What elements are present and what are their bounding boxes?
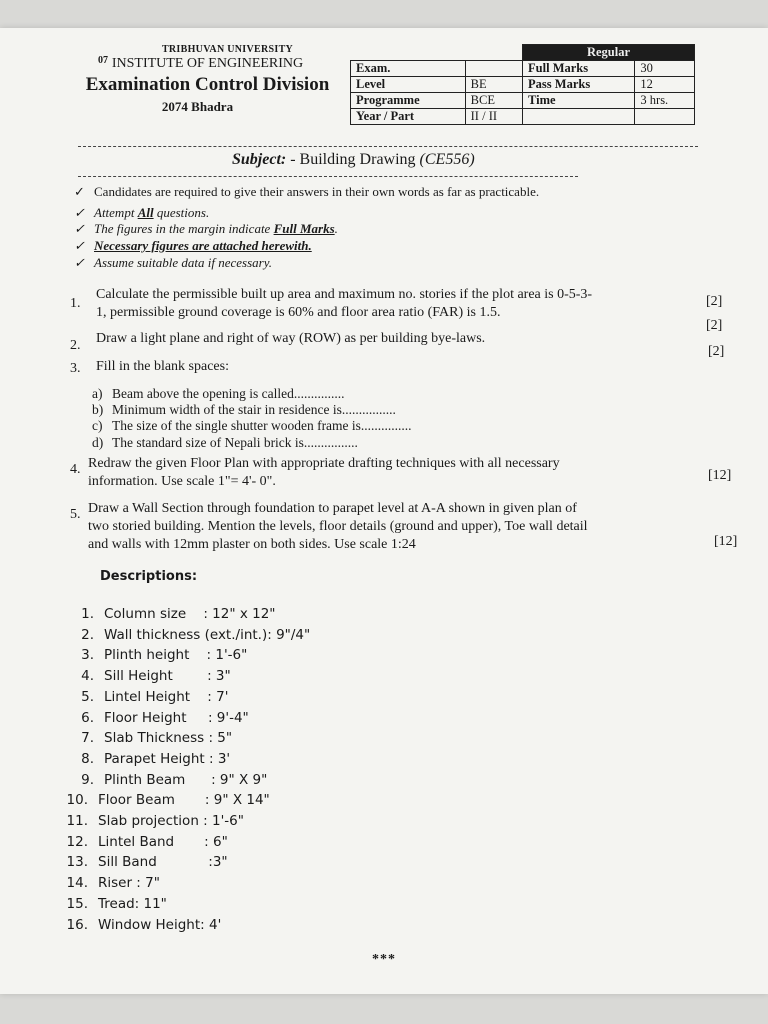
item-number: 1.	[81, 606, 94, 622]
item-number: 2.	[81, 626, 94, 643]
item-number: 8.	[81, 750, 94, 767]
question-text: Draw a Wall Section through foundation to parapet level at A-A shown in given plan of	[88, 501, 577, 516]
table-row	[351, 77, 695, 93]
instruction-text: The figures in the margin indicate	[94, 221, 274, 236]
description-item	[66, 668, 231, 684]
item-text: Minimum width of the stair in residence is................	[112, 402, 396, 417]
description-item	[60, 792, 270, 808]
question-number: 2.	[70, 338, 81, 353]
item-text: Window Height: 4'	[98, 916, 222, 933]
table-cell: II / II	[465, 109, 522, 125]
subject-label: Subject:	[232, 151, 287, 168]
university-name: TRIBHUVAN UNIVERSITY	[161, 44, 294, 55]
exam-session: 2074 Bhadra	[161, 99, 234, 114]
table-row	[351, 61, 695, 77]
item-text: Beam above the opening is called...............	[112, 386, 345, 401]
fill-blank-item	[92, 418, 412, 434]
question-marks: [2]	[706, 318, 723, 333]
divider	[78, 176, 578, 177]
table-cell: Pass Marks	[523, 77, 635, 93]
table-cell: 12	[635, 77, 695, 93]
description-item	[66, 751, 230, 767]
item-number: 16.	[66, 916, 88, 933]
item-letter: a)	[92, 386, 103, 401]
item-letter: b)	[92, 402, 104, 417]
item-text: Floor Height : 9'-4"	[104, 709, 249, 726]
description-item	[60, 896, 167, 912]
table-cell	[465, 61, 522, 77]
table-cell: Exam.	[351, 61, 466, 77]
instruction-emphasis: Necessary figures are attached herewith.	[94, 238, 312, 253]
exam-info-table	[350, 44, 695, 125]
instruction-text: .	[334, 221, 338, 236]
question-marks: [12]	[714, 534, 738, 549]
question-marks: [12]	[708, 468, 732, 483]
item-number: 6.	[81, 709, 94, 726]
item-text: Sill Height : 3"	[104, 668, 231, 685]
question-3	[96, 358, 229, 376]
item-number: 12.	[66, 833, 88, 850]
item-number: 15.	[66, 895, 88, 912]
exam-header	[70, 44, 345, 115]
description-item	[66, 627, 310, 643]
item-text: Plinth height : 1'-6"	[104, 647, 248, 664]
question-text: two storied building. Mention the levels, floor details (ground and upper), Toe wall detail	[88, 519, 588, 534]
table-cell: Full Marks	[523, 61, 635, 77]
fill-blank-item	[92, 386, 344, 402]
description-item	[60, 813, 244, 829]
table-cell	[635, 109, 695, 125]
item-letter: c)	[92, 418, 103, 433]
regular-label: Regular	[523, 45, 695, 61]
question-number: 1.	[70, 296, 81, 311]
divider	[78, 146, 698, 147]
question-text: Fill in the blank spaces:	[96, 359, 229, 374]
question-1	[96, 286, 592, 322]
item-text: Lintel Band : 6"	[98, 833, 228, 850]
instruction-item	[74, 184, 539, 200]
question-text: Redraw the given Floor Plan with appropriate drafting techniques with all necessary	[88, 456, 560, 471]
instruction-text: Candidates are required to give their answers in their own words as far as practicable.	[94, 184, 540, 199]
item-text: Riser : 7"	[98, 875, 160, 892]
description-item	[66, 772, 267, 788]
paper-code: 07	[98, 55, 108, 66]
instruction-emphasis: Full Marks	[273, 221, 335, 236]
item-number: 13.	[66, 854, 88, 871]
question-5	[88, 500, 588, 554]
description-item	[60, 834, 228, 850]
item-number: 5.	[81, 688, 94, 705]
table-cell: BCE	[465, 93, 522, 109]
item-letter: d)	[92, 435, 104, 450]
check-icon: ✓	[74, 238, 85, 253]
table-cell: 30	[635, 61, 695, 77]
instruction-text: questions.	[153, 205, 210, 220]
item-number: 7.	[81, 730, 94, 747]
question-text: Calculate the permissible built up area and maximum no. stories if the plot area is 0-5-3-	[96, 287, 593, 302]
descriptions-heading: Descriptions:	[100, 569, 198, 584]
question-text: Draw a light plane and right of way (ROW) as per building bye-laws.	[96, 331, 486, 346]
question-4	[88, 455, 560, 491]
item-text: Plinth Beam : 9" X 9"	[104, 771, 268, 788]
description-item	[60, 854, 228, 870]
question-text: and walls with 12mm plaster on both sides. Use scale 1:24	[88, 537, 416, 552]
instruction-text: Assume suitable data if necessary.	[94, 255, 273, 270]
question-text: information. Use scale 1"= 4'- 0".	[88, 474, 276, 489]
description-item	[66, 647, 247, 663]
item-number: 3.	[81, 647, 94, 664]
question-text: 1, permissible ground coverage is 60% and floor area ratio (FAR) is 1.5.	[96, 305, 501, 320]
item-number: 14.	[66, 875, 88, 892]
item-number: 11.	[66, 813, 88, 829]
table-row	[351, 109, 695, 125]
instruction-text: Attempt	[94, 205, 138, 220]
description-item	[66, 606, 276, 622]
instruction-item	[74, 255, 272, 271]
instruction-item	[74, 221, 338, 237]
fill-blank-item	[92, 402, 396, 418]
institute-name: INSTITUTE OF ENGINEERING	[111, 56, 304, 71]
table-cell: Programme	[351, 93, 466, 109]
item-text: Sill Band :3"	[98, 854, 228, 871]
item-text: Lintel Height : 7'	[104, 688, 229, 705]
item-text: The size of the single shutter wooden frame is...............	[112, 418, 412, 433]
table-cell: Level	[351, 77, 466, 93]
check-icon: ✓	[74, 205, 85, 220]
instruction-item	[74, 205, 209, 221]
question-number: 3.	[70, 361, 81, 376]
division-name: Examination Control Division	[85, 74, 330, 95]
subject-code: (CE556)	[419, 151, 475, 168]
question-marks: [2]	[706, 294, 723, 309]
item-number: 9.	[81, 771, 94, 788]
question-number: 4.	[70, 462, 81, 477]
item-number: 4.	[81, 668, 94, 685]
table-cell: BE	[465, 77, 522, 93]
item-text: Column size : 12" x 12"	[104, 606, 276, 622]
item-text: Floor Beam : 9" X 14"	[98, 792, 270, 809]
end-marker: ***	[372, 952, 396, 967]
item-text: Tread: 11"	[98, 895, 167, 912]
item-text: Slab Thickness : 5"	[104, 730, 233, 747]
check-icon: ✓	[74, 255, 85, 270]
item-number: 10.	[66, 792, 88, 809]
instruction-emphasis: All	[137, 205, 154, 220]
subject-line	[232, 151, 475, 169]
fill-blank-item	[92, 435, 358, 451]
check-icon: ✓	[74, 221, 85, 236]
item-text: Slab projection : 1'-6"	[98, 813, 244, 829]
item-text: The standard size of Nepali brick is................	[112, 435, 358, 450]
description-item	[66, 730, 232, 746]
question-marks: [2]	[708, 344, 725, 359]
question-number: 5.	[70, 507, 81, 522]
instruction-item	[74, 238, 312, 254]
item-text: Parapet Height : 3'	[104, 750, 231, 767]
table-cell	[523, 109, 635, 125]
item-text: Wall thickness (ext./int.): 9"/4"	[104, 626, 311, 643]
subject-name: - Building Drawing	[286, 151, 420, 168]
description-item	[66, 689, 228, 705]
table-row	[351, 93, 695, 109]
description-item	[60, 875, 160, 891]
description-item	[60, 917, 221, 933]
check-icon: ✓	[74, 184, 85, 199]
table-cell: Time	[523, 93, 635, 109]
question-2	[96, 330, 485, 348]
description-item	[66, 710, 249, 726]
table-cell: Year / Part	[351, 109, 466, 125]
table-cell: 3 hrs.	[635, 93, 695, 109]
